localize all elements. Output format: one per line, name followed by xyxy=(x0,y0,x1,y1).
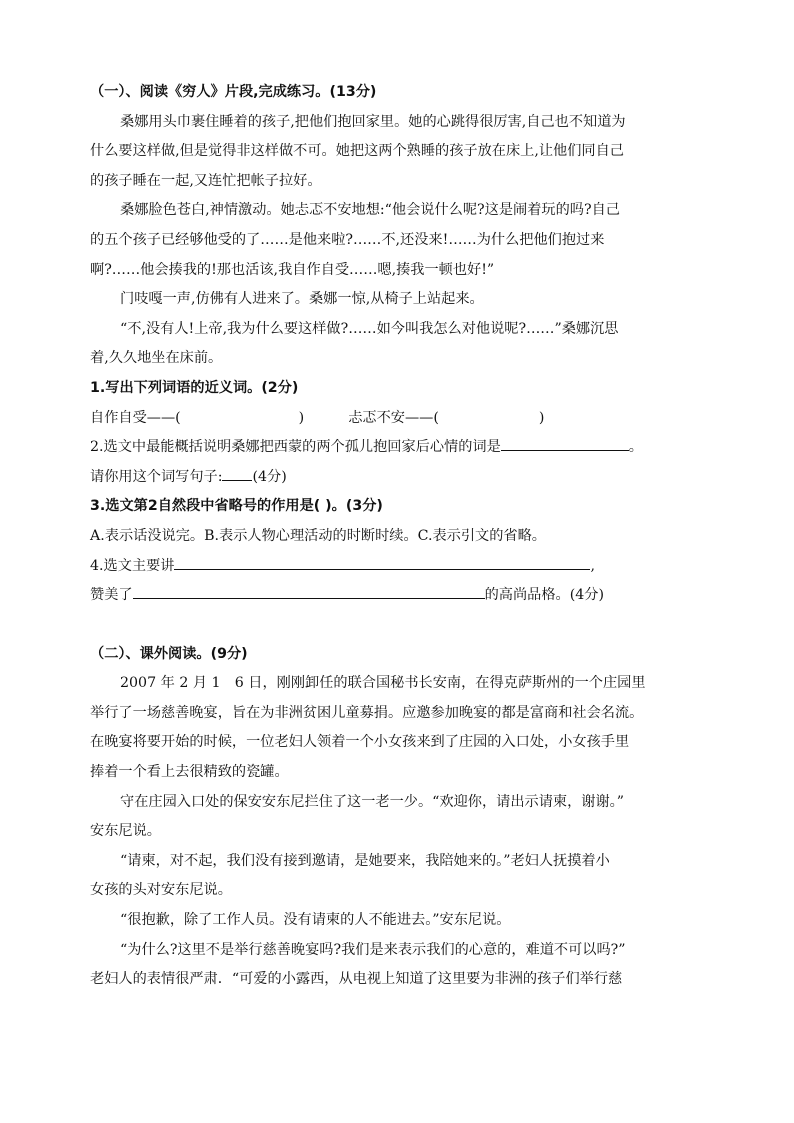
q4-suffix: 的高尚品格。(4分) xyxy=(484,587,604,604)
q2-sentence-prompt: 请你用这个词写句子: xyxy=(90,468,223,485)
section2-paragraph-1 xyxy=(90,669,704,787)
question-2-line-2 xyxy=(90,463,704,493)
section1-paragraph-3: 门吱嘎一声,仿佛有人进来了。桑娜一惊,从椅子上站起来。 xyxy=(120,291,484,308)
question-3-title: 3.选文第2自然段中省略号的作用是( )。(3分) xyxy=(90,498,383,515)
document-page xyxy=(90,78,704,995)
q1-right-label: 忐忑不安——( xyxy=(348,409,439,426)
text-line: “请柬，对不起，我们没有接到邀请，是她要来，我陪她来的。”老妇人抚摸着小 xyxy=(120,852,610,869)
section2-paragraph-3 xyxy=(90,847,704,906)
text-line: 守在庄园入口处的保安安东尼拦住了这一老一少。“欢迎你，请出示请柬，谢谢。” xyxy=(120,793,624,810)
section2-paragraph-2 xyxy=(90,788,704,847)
q4-comma: , xyxy=(590,557,595,574)
text-line: 捧着一个看上去很精致的瓷罐。 xyxy=(90,764,289,781)
section1-paragraph-4 xyxy=(90,315,704,374)
text-line: 桑娜用头巾裹住睡着的孩子,把他们抱回家里。她的心跳得很厉害,自己也不知道为 xyxy=(120,113,626,130)
q1-left-close: ) xyxy=(298,409,305,426)
q1-left-label: 自作自受——( xyxy=(90,409,181,426)
text-line: 安东尼说。 xyxy=(90,823,161,840)
q2-answer-blank[interactable] xyxy=(501,434,629,451)
text-line: 的五个孩子已经够他受的了……是他来啦?……不,还没来!……为什么把他们抱过来 xyxy=(90,231,605,248)
text-line: 在晚宴将要开始的时候，一位老妇人领着一个小女孩来到了庄园的入口处，小女孩手里 xyxy=(90,734,630,751)
text-line: “为什么?这里不是举行慈善晚宴吗?我们是来表示我们的心意的，难道不可以吗?” xyxy=(120,941,626,958)
q2-score: (4分) xyxy=(252,468,287,485)
text-line: 啊?……他会揍我的!那也活该,我自作自受……嗯,揍我一顿也好!” xyxy=(90,261,495,278)
q1-right-close: ) xyxy=(538,409,545,426)
text-line: 什么要这样做,但是觉得非这样做不可。她把这两个熟睡的孩子放在床上,让他们同自己 xyxy=(90,143,624,160)
text-line: “不,没有人!上帝,我为什么要这样做?……如今叫我怎么对他说呢?……”桑娜沉思 xyxy=(120,320,619,337)
q2-sentence-blank[interactable] xyxy=(222,464,252,481)
question-1-answers xyxy=(90,404,704,434)
text-line: 的孩子睡在一起,又连忙把帐子拉好。 xyxy=(90,172,322,189)
text-line: 着,久久地坐在床前。 xyxy=(90,350,223,367)
q2-prompt: 2.选文中最能概括说明桑娜把西蒙的两个孤儿抱回家后心情的词是 xyxy=(90,439,501,456)
text-line: 女孩的头对安东尼说。 xyxy=(90,882,232,899)
section2-paragraph-5 xyxy=(90,936,704,995)
question-4-line-1 xyxy=(90,552,704,582)
question-1-title: 1.写出下列词语的近义词。(2分) xyxy=(90,379,299,396)
section2-paragraph-4: “很抱歉，除了工作人员。没有请柬的人不能进去。”安东尼说。 xyxy=(120,912,511,929)
text-line: 老妇人的表情很严肃．“可爱的小露西，从电视上知道了这里要为非洲的孩子们举行慈 xyxy=(90,971,623,988)
text-line: 举行了一场慈善晚宴，旨在为非洲贫困儿童募捐。应邀参加晚宴的都是富商和社会名流。 xyxy=(90,704,644,721)
q4-prompt: 4.选文主要讲 xyxy=(90,557,175,574)
question-3-options: A.表示话没说完。B.表示人物心理活动的时断时续。C.表示引文的省略。 xyxy=(90,527,546,544)
text-line: 桑娜脸色苍白,神情激动。她忐忑不安地想:“他会说什么呢?这是闹着玩的吗?自己 xyxy=(120,202,620,219)
q4-praise-prompt: 赞美了 xyxy=(90,587,133,604)
q4-blank-1[interactable] xyxy=(174,553,590,570)
q2-period: 。 xyxy=(628,439,643,456)
section1-title: （一）、阅读《穷人》片段,完成练习。(13分) xyxy=(90,84,377,100)
section1-paragraph-2 xyxy=(90,196,704,285)
question-4-line-2 xyxy=(90,581,704,611)
section2-title: （二）、课外阅读。(9分) xyxy=(90,645,248,662)
q4-blank-2[interactable] xyxy=(133,582,485,599)
text-line: 2007 年 2 月 1 6 日，刚刚卸任的联合国秘书长安南，在得克萨斯州的一个庄园里 xyxy=(120,675,646,692)
section1-paragraph-1 xyxy=(90,108,704,197)
question-2-line-1 xyxy=(90,433,704,463)
